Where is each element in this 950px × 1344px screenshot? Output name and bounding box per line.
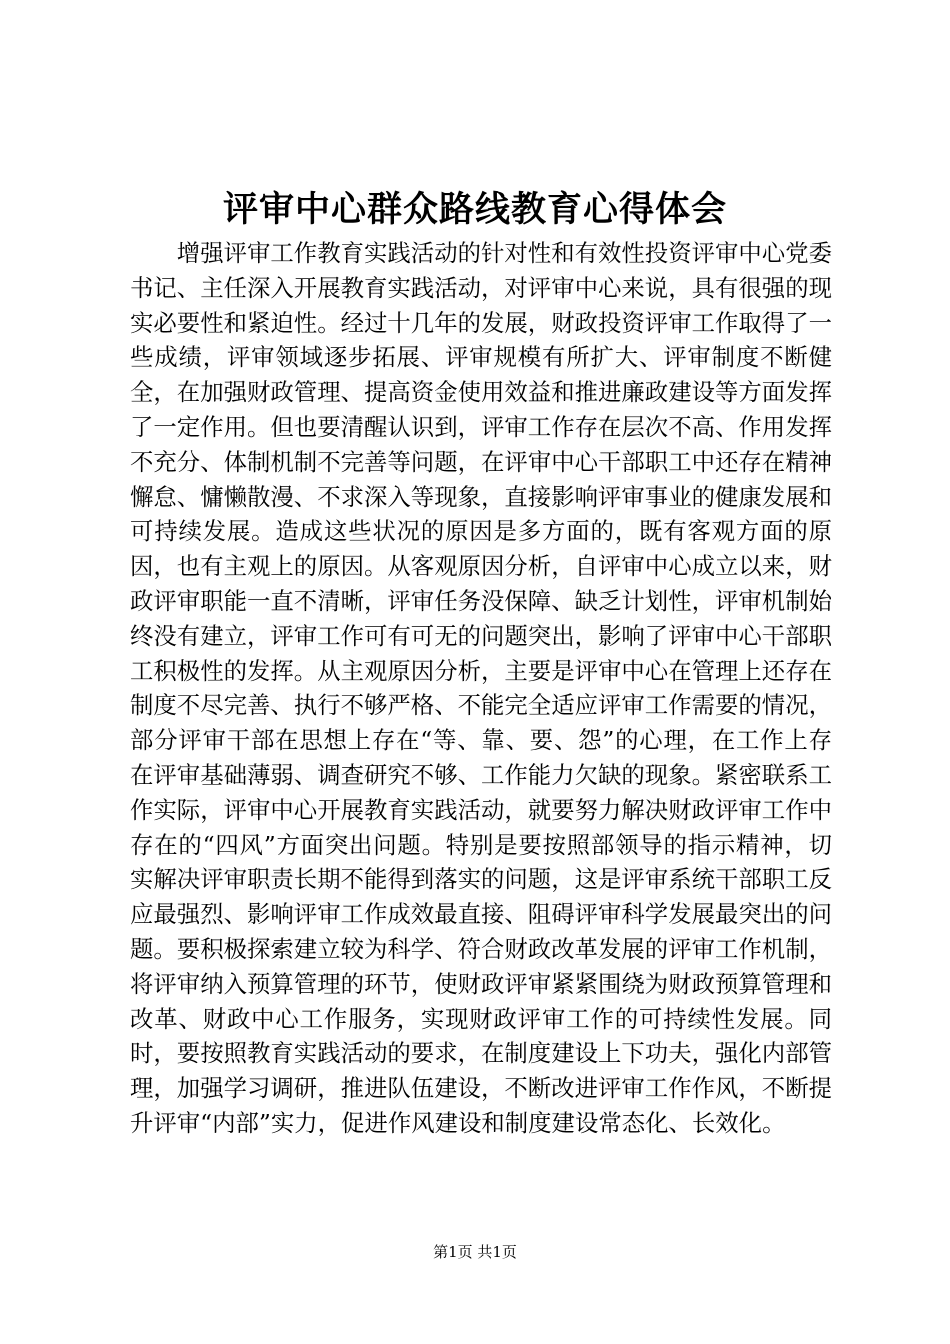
document-title: 评审中心群众路线教育心得体会 xyxy=(222,189,727,230)
document-body-paragraph: 增强评审工作教育实践活动的针对性和有效性投资评审中心党委书记、主任深入开展教育实践活动，对评审中心来说，具有很强的现实必要性和紧迫性。经过十几年的发展，财政投资评审工作取得了一些成绩，评审领域逐步拓展、评审规模有所扩大、评审制度不断健全，在加强财政管理、提高资金使用效益和推进廉政建设等方面发挥了一定作用。但也要清醒认识到，评审工作存在层次不高、作用发挥不充分、体制机制不完善等问题，在评审中心干部职工中还存在精神懈怠、慵懒散漫、不求深入等现象，直接影响评审事业的健康发展和可持续发展。造成这些状况的原因是多方面的，既有客观方面的原因，也有主观上的原因。从客观原因分析，自评审中心成立以来，财政评审职能一直不清晰，评审任务没保障、缺乏计划性，评审机制始终没有建立，评审工作可有可无的问题突出，影响了评审中心干部职工积极性的发挥。从主观原因分析，主要是评审中心在管理上还存在制度不尽完善、执行不够严格、不能完全适应评审工作需要的情况，部分评审干部在思想上存在“等、靠、要、怨”的心理，在工作上存在评审基础薄弱、调查研究不够、工作能力欠缺的现象。紧密联系工作实际，评审中心开展教育实践活动，就要努力解决财政评审工作中存在的“四风”方面突出问题。特别是要按照部领导的指示精神，切实解决评审职责长期不能得到落实的问题，这是评审系统干部职工反应最强烈、影响评审工作成效最直接、阻碍评审科学发展最突出的问题。要积极探索建立较为科学、符合财政改革发展的评审工作机制，将评审纳入预算管理的环节，使财政评审紧紧围绕为财政预算管理和改革、财政中心工作服务，实现财政评审工作的可持续性发展。同时，要按照教育实践活动的要求，在制度建设上下功夫，强化内部管理，加强学习调研，推进队伍建设，不断改进评审工作作风，不断提升评审“内部”实力，促进作风建设和制度建设常态化、长效化。 xyxy=(130,239,832,1137)
page-number-footer: 第1页 共1页 xyxy=(433,1243,517,1261)
